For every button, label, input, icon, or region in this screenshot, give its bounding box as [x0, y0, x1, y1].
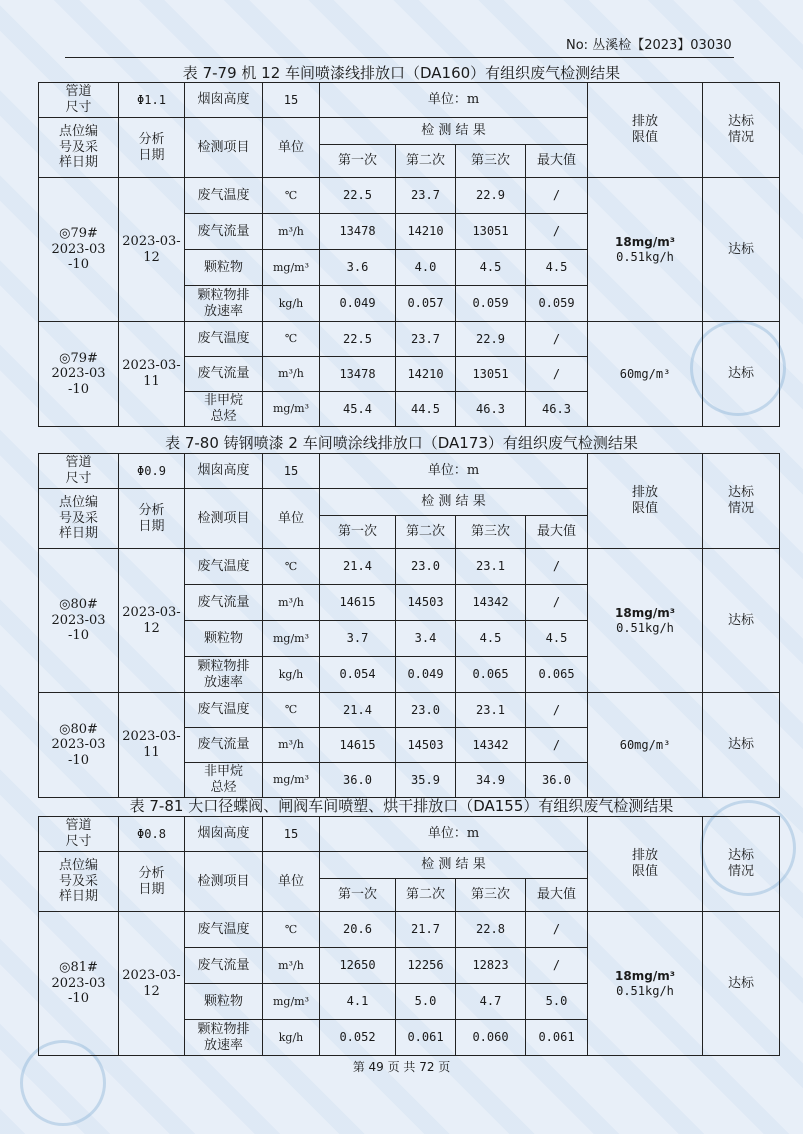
value-v3: 22.9 [456, 322, 526, 357]
value-v2: 4.0 [396, 250, 456, 286]
value-v2: 44.5 [396, 392, 456, 427]
pipe-size-label: 管道 尺寸 [39, 817, 119, 852]
analysis-date-header: 分析 日期 [119, 489, 185, 549]
value-max: 0.061 [526, 1020, 588, 1056]
value-v1: 36.0 [320, 763, 396, 798]
value-v3: 46.3 [456, 392, 526, 427]
value-v1: 22.5 [320, 178, 396, 214]
limit-value: 0.51kg/h [616, 620, 674, 635]
results-table [38, 816, 780, 1056]
unit-cell: m³/h [263, 948, 320, 984]
limit-value: 18mg/m³ [615, 606, 675, 621]
unit-cell: mg/m³ [263, 621, 320, 657]
value-v3: 13051 [456, 357, 526, 392]
analysis-date: 2023-03- 11 [119, 693, 185, 798]
unit-cell: ℃ [263, 693, 320, 728]
value-v2: 23.0 [396, 549, 456, 585]
value-max: 46.3 [526, 392, 588, 427]
limit-header: 排放 限值 [588, 83, 703, 178]
value-v3: 4.7 [456, 984, 526, 1020]
sampling-point: ◎80# 2023-03 -10 [39, 693, 119, 798]
value-max: / [526, 214, 588, 250]
value-v1: 14615 [320, 585, 396, 621]
stack-height-value: 15 [263, 817, 320, 852]
value-v2: 0.049 [396, 657, 456, 693]
value-v1: 45.4 [320, 392, 396, 427]
run-header-run3: 第三次 [456, 516, 526, 549]
value-max: 36.0 [526, 763, 588, 798]
value-v2: 12256 [396, 948, 456, 984]
result-header: 检 测 结 果 [320, 118, 588, 145]
emission-limit [588, 912, 703, 1056]
pipe-size-value: Φ1.1 [119, 83, 185, 118]
stack-height-label: 烟囱高度 [185, 454, 263, 489]
value-max: / [526, 912, 588, 948]
pipe-size-label: 管道 尺寸 [39, 83, 119, 118]
value-v1: 20.6 [320, 912, 396, 948]
value-v2: 14210 [396, 357, 456, 392]
result-header: 检 测 结 果 [320, 489, 588, 516]
value-v3: 0.059 [456, 286, 526, 322]
unit-cell: m³/h [263, 728, 320, 763]
unit-header: 单位 [263, 852, 320, 912]
compliance-header: 达标 情况 [703, 454, 780, 549]
test-item: 非甲烷 总烃 [185, 392, 263, 427]
value-v3: 0.060 [456, 1020, 526, 1056]
sampling-point: ◎81# 2023-03 -10 [39, 912, 119, 1056]
run-header-run1: 第一次 [320, 516, 396, 549]
table-row [39, 178, 780, 214]
value-max: / [526, 948, 588, 984]
item-header: 检测项目 [185, 852, 263, 912]
test-item: 废气温度 [185, 322, 263, 357]
unit-cell: ℃ [263, 549, 320, 585]
sampling-point: ◎79# 2023-03 -10 [39, 322, 119, 427]
unit-cell: kg/h [263, 1020, 320, 1056]
test-item: 废气流量 [185, 728, 263, 763]
limit-value: 0.51kg/h [616, 983, 674, 998]
value-v2: 5.0 [396, 984, 456, 1020]
value-v3: 4.5 [456, 250, 526, 286]
stack-height-value: 15 [263, 454, 320, 489]
value-max: 5.0 [526, 984, 588, 1020]
unit-cell: kg/h [263, 657, 320, 693]
table-caption: 表 7-81 大口径蝶阀、闸阀车间喷塑、烘干排放口（DA155）有组织废气检测结果 [129, 797, 674, 815]
stack-height-value: 15 [263, 83, 320, 118]
test-item: 颗粒物排 放速率 [185, 657, 263, 693]
unit-cell: mg/m³ [263, 984, 320, 1020]
unit-note: 单位：m [320, 83, 588, 118]
test-item: 废气流量 [185, 357, 263, 392]
run-header-run1: 第一次 [320, 879, 396, 912]
table-row [39, 322, 780, 357]
emission-limit [588, 693, 703, 798]
run-header-run3: 第三次 [456, 879, 526, 912]
value-max: / [526, 357, 588, 392]
point-header: 点位编 号及采 样日期 [39, 118, 119, 178]
value-v2: 14503 [396, 728, 456, 763]
unit-cell: ℃ [263, 912, 320, 948]
compliance-status: 达标 [703, 693, 780, 798]
value-v1: 4.1 [320, 984, 396, 1020]
unit-cell: m³/h [263, 585, 320, 621]
table-row [39, 693, 780, 728]
run-header-max: 最大值 [526, 516, 588, 549]
point-header: 点位编 号及采 样日期 [39, 852, 119, 912]
value-v1: 0.054 [320, 657, 396, 693]
value-v2: 14503 [396, 585, 456, 621]
value-v2: 3.4 [396, 621, 456, 657]
unit-header: 单位 [263, 489, 320, 549]
value-v1: 12650 [320, 948, 396, 984]
unit-cell: mg/m³ [263, 250, 320, 286]
value-v1: 22.5 [320, 322, 396, 357]
table-row [39, 912, 780, 948]
value-v1: 21.4 [320, 549, 396, 585]
value-v2: 0.057 [396, 286, 456, 322]
value-v3: 13051 [456, 214, 526, 250]
unit-cell: m³/h [263, 357, 320, 392]
emission-limit [588, 322, 703, 427]
page-footer: 第 49 页 共 72 页 [352, 1060, 451, 1074]
value-max: / [526, 549, 588, 585]
test-item: 废气流量 [185, 585, 263, 621]
emission-limit [588, 549, 703, 693]
stack-height-label: 烟囱高度 [185, 817, 263, 852]
analysis-date-header: 分析 日期 [119, 118, 185, 178]
emission-limit [588, 178, 703, 322]
test-item: 颗粒物 [185, 250, 263, 286]
stack-height-label: 烟囱高度 [185, 83, 263, 118]
table-row [39, 549, 780, 585]
compliance-header: 达标 情况 [703, 83, 780, 178]
value-max: 0.065 [526, 657, 588, 693]
test-item: 颗粒物排 放速率 [185, 1020, 263, 1056]
value-v1: 3.6 [320, 250, 396, 286]
table-caption: 表 7-79 机 12 车间喷漆线排放口（DA160）有组织废气检测结果 [182, 64, 621, 82]
test-item: 颗粒物 [185, 984, 263, 1020]
compliance-status: 达标 [703, 912, 780, 1056]
value-max: / [526, 728, 588, 763]
limit-value: 60mg/m³ [619, 737, 671, 752]
limit-value: 0.51kg/h [616, 249, 674, 264]
document-number: No: 丛溪检【2023】03030 [566, 38, 732, 53]
test-item: 废气温度 [185, 178, 263, 214]
test-item: 颗粒物排 放速率 [185, 286, 263, 322]
analysis-date: 2023-03- 12 [119, 912, 185, 1056]
value-v2: 23.7 [396, 322, 456, 357]
limit-value: 18mg/m³ [615, 969, 675, 984]
unit-cell: ℃ [263, 178, 320, 214]
value-v3: 34.9 [456, 763, 526, 798]
analysis-date: 2023-03- 12 [119, 549, 185, 693]
test-item: 颗粒物 [185, 621, 263, 657]
analysis-date: 2023-03- 12 [119, 178, 185, 322]
value-v3: 12823 [456, 948, 526, 984]
item-header: 检测项目 [185, 489, 263, 549]
unit-cell: mg/m³ [263, 392, 320, 427]
analysis-date: 2023-03- 11 [119, 322, 185, 427]
value-max: 0.059 [526, 286, 588, 322]
pipe-size-label: 管道 尺寸 [39, 454, 119, 489]
run-header-run3: 第三次 [456, 145, 526, 178]
value-v1: 13478 [320, 214, 396, 250]
value-v2: 23.0 [396, 693, 456, 728]
compliance-header: 达标 情况 [703, 817, 780, 912]
limit-header: 排放 限值 [588, 817, 703, 912]
header-row [39, 83, 780, 118]
run-header-max: 最大值 [526, 145, 588, 178]
test-item: 废气流量 [185, 948, 263, 984]
value-max: 4.5 [526, 250, 588, 286]
header-row [39, 817, 780, 852]
compliance-status: 达标 [703, 322, 780, 427]
value-max: / [526, 585, 588, 621]
results-table [38, 453, 780, 798]
value-max: / [526, 322, 588, 357]
sampling-point: ◎79# 2023-03 -10 [39, 178, 119, 322]
value-v2: 21.7 [396, 912, 456, 948]
table-caption: 表 7-80 铸钢喷漆 2 车间喷涂线排放口（DA173）有组织废气检测结果 [165, 434, 638, 452]
value-v1: 3.7 [320, 621, 396, 657]
pipe-size-value: Φ0.8 [119, 817, 185, 852]
unit-cell: kg/h [263, 286, 320, 322]
sampling-point: ◎80# 2023-03 -10 [39, 549, 119, 693]
test-item: 废气温度 [185, 549, 263, 585]
unit-cell: mg/m³ [263, 763, 320, 798]
results-table [38, 82, 780, 427]
value-v1: 21.4 [320, 693, 396, 728]
value-v3: 22.8 [456, 912, 526, 948]
limit-value: 18mg/m³ [615, 235, 675, 250]
unit-cell: ℃ [263, 322, 320, 357]
pipe-size-value: Φ0.9 [119, 454, 185, 489]
value-v3: 0.065 [456, 657, 526, 693]
value-v2: 0.061 [396, 1020, 456, 1056]
unit-note: 单位：m [320, 454, 588, 489]
unit-note: 单位：m [320, 817, 588, 852]
value-v1: 0.052 [320, 1020, 396, 1056]
analysis-date-header: 分析 日期 [119, 852, 185, 912]
limit-header: 排放 限值 [588, 454, 703, 549]
value-v2: 35.9 [396, 763, 456, 798]
unit-cell: m³/h [263, 214, 320, 250]
test-item: 废气温度 [185, 912, 263, 948]
value-v2: 14210 [396, 214, 456, 250]
value-v3: 14342 [456, 585, 526, 621]
run-header-run2: 第二次 [396, 879, 456, 912]
run-header-run2: 第二次 [396, 516, 456, 549]
value-v3: 22.9 [456, 178, 526, 214]
test-item: 非甲烷 总烃 [185, 763, 263, 798]
value-v2: 23.7 [396, 178, 456, 214]
value-v3: 14342 [456, 728, 526, 763]
compliance-status: 达标 [703, 178, 780, 322]
item-header: 检测项目 [185, 118, 263, 178]
run-header-run2: 第二次 [396, 145, 456, 178]
value-max: 4.5 [526, 621, 588, 657]
value-max: / [526, 178, 588, 214]
test-item: 废气流量 [185, 214, 263, 250]
value-v3: 23.1 [456, 693, 526, 728]
header-row [39, 454, 780, 489]
compliance-status: 达标 [703, 549, 780, 693]
limit-value: 60mg/m³ [619, 366, 671, 381]
test-item: 废气温度 [185, 693, 263, 728]
value-v1: 0.049 [320, 286, 396, 322]
value-v1: 14615 [320, 728, 396, 763]
run-header-max: 最大值 [526, 879, 588, 912]
run-header-run1: 第一次 [320, 145, 396, 178]
value-max: / [526, 693, 588, 728]
header-rule [65, 57, 734, 58]
point-header: 点位编 号及采 样日期 [39, 489, 119, 549]
value-v3: 4.5 [456, 621, 526, 657]
unit-header: 单位 [263, 118, 320, 178]
value-v3: 23.1 [456, 549, 526, 585]
result-header: 检 测 结 果 [320, 852, 588, 879]
value-v1: 13478 [320, 357, 396, 392]
